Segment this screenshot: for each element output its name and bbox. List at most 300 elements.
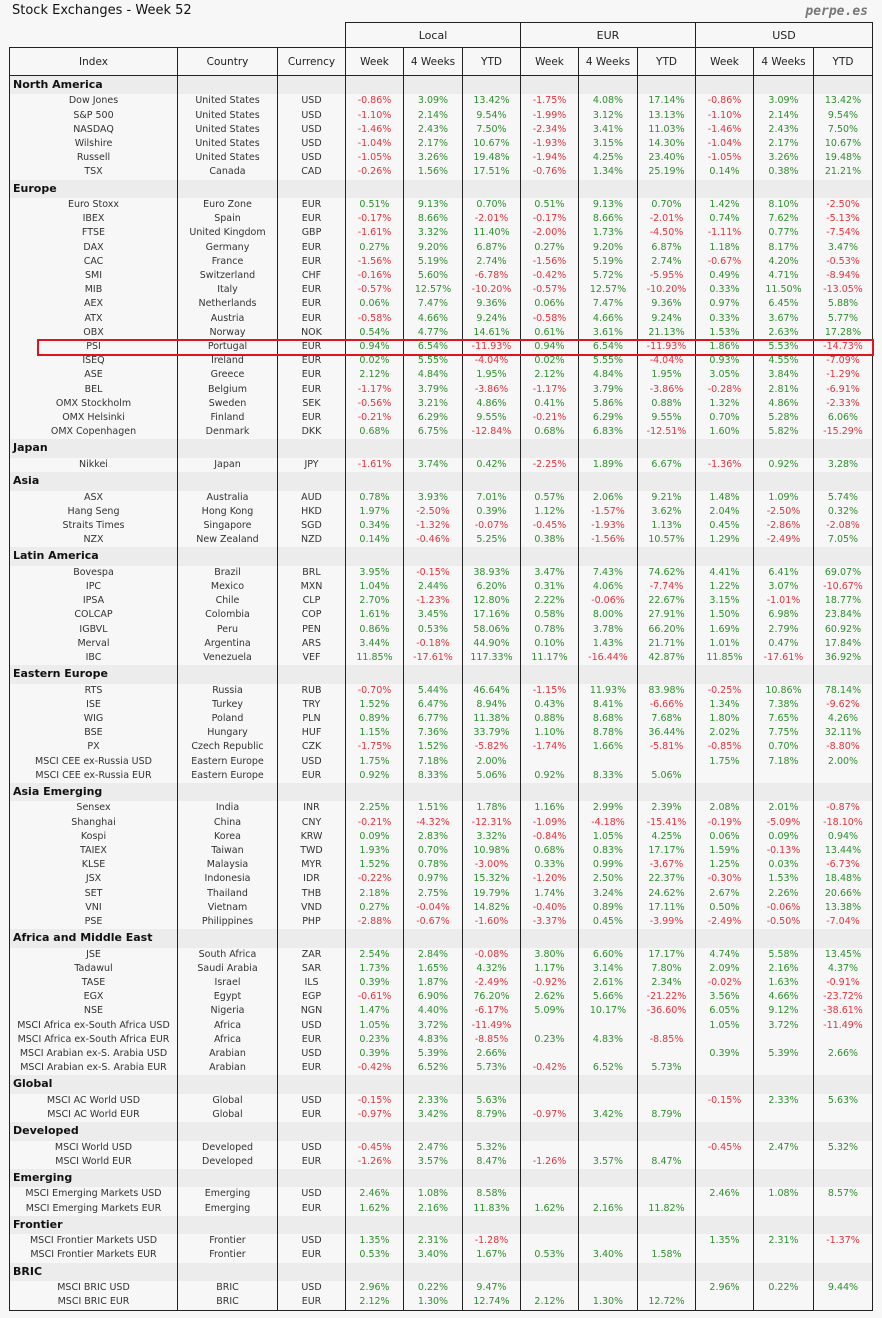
currency-cell: EUR [278, 1108, 346, 1122]
table-row [10, 1281, 873, 1295]
eur-4weeks-cell: 1.89% [579, 458, 638, 472]
index-cell: BSE [10, 726, 178, 740]
index-cell: FTSE [10, 226, 178, 240]
table-row [10, 962, 873, 976]
eur-4weeks-cell: 8.78% [579, 726, 638, 740]
usd-4weeks-cell: 3.72% [754, 1019, 814, 1033]
currency-cell: MYR [278, 858, 346, 872]
usd-ytd-cell: 5.77% [814, 312, 873, 326]
eur-ytd-cell: 5.06% [638, 769, 696, 783]
eur-week-cell [521, 1094, 579, 1108]
table-row [10, 1094, 873, 1108]
usd-week-cell [696, 1295, 754, 1310]
usd-week-cell: 1.18% [696, 241, 754, 255]
usd-week-cell: 1.86% [696, 340, 754, 354]
usd-4weeks-cell: -0.06% [754, 901, 814, 915]
usd-ytd-cell: 6.06% [814, 411, 873, 425]
eur-ytd-cell: 27.91% [638, 608, 696, 622]
section-empty-cell [346, 180, 404, 198]
table-row [10, 726, 873, 740]
country-cell: United States [178, 109, 278, 123]
eur-4weeks-cell: 9.20% [579, 241, 638, 255]
local-week-cell: 2.18% [346, 887, 404, 901]
table-row [10, 608, 873, 622]
table-row [10, 740, 873, 754]
section-empty-cell [579, 1075, 638, 1093]
currency-cell: SGD [278, 519, 346, 533]
usd-4weeks-cell: -5.09% [754, 816, 814, 830]
currency-cell: SEK [278, 397, 346, 411]
table-row [10, 915, 873, 929]
local-ytd-cell: 11.40% [463, 226, 521, 240]
index-cell: Sensex [10, 801, 178, 815]
usd-4weeks-cell: 2.81% [754, 383, 814, 397]
usd-week-cell: 2.96% [696, 1281, 754, 1295]
section-empty-cell [346, 1075, 404, 1093]
section-empty-cell [404, 1169, 463, 1187]
usd-ytd-cell: -14.73% [814, 340, 873, 354]
eur-week-cell: 2.62% [521, 990, 579, 1004]
index-cell: MSCI AC World EUR [10, 1108, 178, 1122]
section-row [10, 547, 873, 565]
section-empty-cell [638, 472, 696, 490]
usd-4weeks-cell: -17.61% [754, 651, 814, 665]
section-empty-cell [178, 439, 278, 457]
local-4weeks-cell: 1.52% [404, 740, 463, 754]
usd-ytd-cell: 10.67% [814, 137, 873, 151]
section-empty-cell [638, 1263, 696, 1281]
country-cell: Belgium [178, 383, 278, 397]
local-week-cell: 2.96% [346, 1281, 404, 1295]
section-empty-cell [579, 472, 638, 490]
usd-week-cell [696, 1108, 754, 1122]
usd-4weeks-cell [754, 1295, 814, 1310]
eur-week-cell: 0.61% [521, 326, 579, 340]
eur-4weeks-cell: 3.57% [579, 1155, 638, 1169]
section-empty-cell [346, 547, 404, 565]
currency-cell: USD [278, 1187, 346, 1201]
section-empty-cell [814, 929, 873, 947]
section-empty-cell [346, 1169, 404, 1187]
eur-week-cell: -0.17% [521, 212, 579, 226]
country-cell: Developed [178, 1141, 278, 1155]
local-week-cell: 2.46% [346, 1187, 404, 1201]
index-cell: NASDAQ [10, 123, 178, 137]
usd-week-cell: 3.15% [696, 594, 754, 608]
currency-cell: EGP [278, 990, 346, 1004]
eur-4weeks-cell: 5.72% [579, 269, 638, 283]
country-cell: Argentina [178, 637, 278, 651]
eur-4weeks-cell: -0.06% [579, 594, 638, 608]
section-empty-cell [579, 1122, 638, 1140]
usd-4weeks-cell: 0.09% [754, 830, 814, 844]
section-empty-cell [579, 1263, 638, 1281]
index-cell: MSCI AC World USD [10, 1094, 178, 1108]
section-empty-cell [814, 1263, 873, 1281]
eur-ytd-cell: 0.88% [638, 397, 696, 411]
currency-cell: CLP [278, 594, 346, 608]
section-empty-cell [278, 547, 346, 565]
table-row [10, 397, 873, 411]
section-empty-cell [579, 665, 638, 683]
local-4weeks-cell: 5.44% [404, 684, 463, 698]
eur-4weeks-cell: 2.99% [579, 801, 638, 815]
country-cell: Thailand [178, 887, 278, 901]
currency-cell: AUD [278, 491, 346, 505]
index-cell: IPSA [10, 594, 178, 608]
section-row [10, 783, 873, 801]
usd-week-cell: -1.36% [696, 458, 754, 472]
usd-ytd-cell: -11.49% [814, 1019, 873, 1033]
section-empty-cell [404, 76, 463, 95]
table-row [10, 1141, 873, 1155]
eur-4weeks-cell: 1.43% [579, 637, 638, 651]
index-cell: JSX [10, 872, 178, 886]
currency-cell: CZK [278, 740, 346, 754]
country-cell: Hong Kong [178, 505, 278, 519]
country-cell: France [178, 255, 278, 269]
local-4weeks-cell: 1.65% [404, 962, 463, 976]
usd-ytd-cell: 36.92% [814, 651, 873, 665]
section-empty-cell [638, 1169, 696, 1187]
page-title: Stock Exchanges - Week 52 [12, 3, 192, 18]
usd-4weeks-cell: 0.77% [754, 226, 814, 240]
eur-4weeks-cell: 6.60% [579, 948, 638, 962]
local-4weeks-cell: 2.47% [404, 1141, 463, 1155]
table-row [10, 844, 873, 858]
eur-4weeks-cell: 7.43% [579, 566, 638, 580]
usd-week-cell: 0.49% [696, 269, 754, 283]
usd-ytd-cell: -2.33% [814, 397, 873, 411]
local-ytd-cell: 33.79% [463, 726, 521, 740]
usd-ytd-cell: 7.50% [814, 123, 873, 137]
local-week-cell: 2.70% [346, 594, 404, 608]
country-cell: Canada [178, 165, 278, 179]
usd-week-cell: 3.05% [696, 368, 754, 382]
usd-ytd-cell: 5.88% [814, 297, 873, 311]
column-header-country: Country [178, 48, 278, 76]
section-empty-cell [178, 1122, 278, 1140]
country-cell: Taiwan [178, 844, 278, 858]
usd-ytd-cell: -13.05% [814, 283, 873, 297]
local-ytd-cell: 38.93% [463, 566, 521, 580]
local-week-cell: 0.27% [346, 901, 404, 915]
usd-4weeks-cell: 7.62% [754, 212, 814, 226]
section-empty-cell [579, 180, 638, 198]
eur-4weeks-cell: 5.86% [579, 397, 638, 411]
section-empty-cell [696, 929, 754, 947]
section-empty-cell [754, 1122, 814, 1140]
eur-4weeks-cell: -1.93% [579, 519, 638, 533]
eur-4weeks-cell: 8.33% [579, 769, 638, 783]
index-cell: Russell [10, 151, 178, 165]
country-cell: Euro Zone [178, 198, 278, 212]
country-cell: New Zealand [178, 533, 278, 547]
table-row [10, 858, 873, 872]
eur-4weeks-cell: 5.19% [579, 255, 638, 269]
local-ytd-cell: 44.90% [463, 637, 521, 651]
currency-cell: GBP [278, 226, 346, 240]
usd-4weeks-cell: 3.84% [754, 368, 814, 382]
section-empty-cell [463, 76, 521, 95]
eur-week-cell: 0.92% [521, 769, 579, 783]
usd-week-cell: 0.33% [696, 283, 754, 297]
eur-ytd-cell: 12.72% [638, 1295, 696, 1310]
country-cell: United States [178, 137, 278, 151]
section-empty-cell [404, 929, 463, 947]
currency-cell: USD [278, 137, 346, 151]
stock-exchanges-table [9, 22, 873, 1311]
eur-ytd-cell: 4.25% [638, 830, 696, 844]
usd-4weeks-cell: 11.50% [754, 283, 814, 297]
index-cell: MSCI BRIC USD [10, 1281, 178, 1295]
local-week-cell: -1.75% [346, 740, 404, 754]
eur-week-cell: -0.97% [521, 1108, 579, 1122]
eur-week-cell: -0.40% [521, 901, 579, 915]
local-4weeks-cell: -1.23% [404, 594, 463, 608]
section-empty-cell [346, 665, 404, 683]
currency-cell: EUR [278, 354, 346, 368]
eur-ytd-cell: 5.73% [638, 1061, 696, 1075]
local-4weeks-cell: 0.22% [404, 1281, 463, 1295]
section-empty-cell [696, 783, 754, 801]
usd-4weeks-cell: 2.01% [754, 801, 814, 815]
usd-ytd-cell: -7.09% [814, 354, 873, 368]
local-ytd-cell: -0.08% [463, 948, 521, 962]
usd-week-cell: 1.29% [696, 533, 754, 547]
table-row [10, 165, 873, 179]
eur-ytd-cell [638, 1141, 696, 1155]
local-4weeks-cell: 12.57% [404, 283, 463, 297]
local-week-cell: -1.46% [346, 123, 404, 137]
section-title: Eastern Europe [10, 665, 178, 683]
usd-ytd-cell: 18.77% [814, 594, 873, 608]
usd-week-cell: 0.06% [696, 830, 754, 844]
eur-ytd-cell: 8.79% [638, 1108, 696, 1122]
section-empty-cell [814, 1075, 873, 1093]
usd-week-cell: 1.53% [696, 326, 754, 340]
local-4weeks-cell: 0.78% [404, 858, 463, 872]
usd-4weeks-cell: 2.17% [754, 137, 814, 151]
local-4weeks-cell: -0.04% [404, 901, 463, 915]
local-week-cell: 1.05% [346, 1019, 404, 1033]
section-empty-cell [278, 180, 346, 198]
local-ytd-cell: -8.85% [463, 1033, 521, 1047]
local-ytd-cell: 4.32% [463, 962, 521, 976]
local-ytd-cell: 117.33% [463, 651, 521, 665]
usd-week-cell: 2.09% [696, 962, 754, 976]
local-4weeks-cell: 2.44% [404, 580, 463, 594]
table-row [10, 505, 873, 519]
section-empty-cell [814, 1169, 873, 1187]
local-ytd-cell: -2.01% [463, 212, 521, 226]
usd-4weeks-cell [754, 1033, 814, 1047]
usd-week-cell: 2.67% [696, 887, 754, 901]
currency-cell: HKD [278, 505, 346, 519]
local-week-cell: -0.22% [346, 872, 404, 886]
local-ytd-cell: -5.82% [463, 740, 521, 754]
table-row [10, 340, 873, 354]
currency-cell: TWD [278, 844, 346, 858]
currency-cell: VEF [278, 651, 346, 665]
country-cell: BRIC [178, 1295, 278, 1310]
eur-week-cell: 3.47% [521, 566, 579, 580]
local-4weeks-cell: 0.70% [404, 844, 463, 858]
usd-ytd-cell: 19.48% [814, 151, 873, 165]
table-row [10, 94, 873, 108]
usd-week-cell: -0.19% [696, 816, 754, 830]
eur-4weeks-cell [579, 1281, 638, 1295]
currency-cell: EUR [278, 1033, 346, 1047]
section-empty-cell [521, 1216, 579, 1234]
usd-ytd-cell: 18.48% [814, 872, 873, 886]
table-row [10, 425, 873, 439]
local-4weeks-cell: 2.17% [404, 137, 463, 151]
local-ytd-cell: 9.54% [463, 109, 521, 123]
usd-ytd-cell: 13.42% [814, 94, 873, 108]
usd-4weeks-cell: 4.55% [754, 354, 814, 368]
usd-4weeks-cell: 5.28% [754, 411, 814, 425]
local-4weeks-cell: 3.32% [404, 226, 463, 240]
local-week-cell: 0.02% [346, 354, 404, 368]
section-empty-cell [754, 1075, 814, 1093]
local-week-cell: 3.95% [346, 566, 404, 580]
currency-cell: EUR [278, 255, 346, 269]
table-row [10, 1234, 873, 1248]
local-ytd-cell: 5.63% [463, 1094, 521, 1108]
local-4weeks-cell: 3.26% [404, 151, 463, 165]
usd-ytd-cell: 21.21% [814, 165, 873, 179]
eur-ytd-cell: 3.62% [638, 505, 696, 519]
eur-ytd-cell [638, 1281, 696, 1295]
local-week-cell: -1.61% [346, 458, 404, 472]
eur-4weeks-cell: 5.55% [579, 354, 638, 368]
section-empty-cell [404, 665, 463, 683]
section-empty-cell [638, 665, 696, 683]
currency-cell: NZD [278, 533, 346, 547]
local-week-cell: 0.53% [346, 1248, 404, 1262]
local-ytd-cell: 11.83% [463, 1202, 521, 1216]
country-cell: Denmark [178, 425, 278, 439]
section-empty-cell [346, 1263, 404, 1281]
section-row [10, 1263, 873, 1281]
section-empty-cell [404, 783, 463, 801]
currency-cell: NOK [278, 326, 346, 340]
local-ytd-cell: -12.31% [463, 816, 521, 830]
eur-week-cell: 0.02% [521, 354, 579, 368]
eur-4weeks-cell: 0.89% [579, 901, 638, 915]
local-ytd-cell: -3.00% [463, 858, 521, 872]
local-week-cell: 1.73% [346, 962, 404, 976]
eur-4weeks-cell: 4.25% [579, 151, 638, 165]
local-ytd-cell: 5.32% [463, 1141, 521, 1155]
usd-4weeks-cell: 5.82% [754, 425, 814, 439]
usd-ytd-cell [814, 1033, 873, 1047]
section-empty-cell [696, 180, 754, 198]
column-header-week: Week [346, 48, 404, 76]
eur-4weeks-cell: 3.78% [579, 623, 638, 637]
eur-week-cell: -1.15% [521, 684, 579, 698]
eur-4weeks-cell [579, 1094, 638, 1108]
table-row [10, 368, 873, 382]
eur-ytd-cell: 9.21% [638, 491, 696, 505]
eur-week-cell: 1.10% [521, 726, 579, 740]
local-4weeks-cell: 6.77% [404, 712, 463, 726]
usd-week-cell: 1.22% [696, 580, 754, 594]
currency-cell: EUR [278, 212, 346, 226]
section-empty-cell [178, 783, 278, 801]
section-empty-cell [638, 929, 696, 947]
currency-cell: ILS [278, 976, 346, 990]
local-ytd-cell: -6.78% [463, 269, 521, 283]
eur-week-cell: 0.27% [521, 241, 579, 255]
table-row [10, 698, 873, 712]
local-ytd-cell: -3.86% [463, 383, 521, 397]
local-week-cell: -1.05% [346, 151, 404, 165]
table-row [10, 226, 873, 240]
index-cell: JSE [10, 948, 178, 962]
table-row [10, 151, 873, 165]
section-empty-cell [346, 929, 404, 947]
eur-week-cell: 1.62% [521, 1202, 579, 1216]
section-row [10, 180, 873, 198]
local-ytd-cell: 3.32% [463, 830, 521, 844]
usd-week-cell: -0.15% [696, 1094, 754, 1108]
section-empty-cell [178, 665, 278, 683]
section-empty-cell [278, 929, 346, 947]
local-ytd-cell: 10.67% [463, 137, 521, 151]
local-ytd-cell: 17.16% [463, 608, 521, 622]
eur-ytd-cell [638, 1047, 696, 1061]
local-ytd-cell: 8.47% [463, 1155, 521, 1169]
eur-ytd-cell: 14.30% [638, 137, 696, 151]
local-week-cell: -1.10% [346, 109, 404, 123]
eur-ytd-cell: -2.01% [638, 212, 696, 226]
section-empty-cell [754, 547, 814, 565]
country-cell: Eastern Europe [178, 769, 278, 783]
eur-week-cell: 0.06% [521, 297, 579, 311]
local-ytd-cell: 9.24% [463, 312, 521, 326]
section-empty-cell [579, 1169, 638, 1187]
country-cell: United States [178, 123, 278, 137]
local-4weeks-cell: 6.47% [404, 698, 463, 712]
local-ytd-cell: 8.58% [463, 1187, 521, 1201]
table-row [10, 1155, 873, 1169]
local-4weeks-cell: 0.53% [404, 623, 463, 637]
eur-ytd-cell [638, 755, 696, 769]
local-week-cell: 0.14% [346, 533, 404, 547]
usd-4weeks-cell: 7.38% [754, 698, 814, 712]
index-cell: MSCI CEE ex-Russia USD [10, 755, 178, 769]
eur-4weeks-cell: 4.06% [579, 580, 638, 594]
column-header-week: Week [521, 48, 579, 76]
local-ytd-cell: 46.64% [463, 684, 521, 698]
eur-week-cell: -1.09% [521, 816, 579, 830]
eur-week-cell: 0.88% [521, 712, 579, 726]
local-ytd-cell: -12.84% [463, 425, 521, 439]
local-ytd-cell: 6.20% [463, 580, 521, 594]
index-cell: MSCI BRIC EUR [10, 1295, 178, 1310]
index-cell: ATX [10, 312, 178, 326]
local-4weeks-cell: 8.33% [404, 769, 463, 783]
table-row [10, 887, 873, 901]
eur-ytd-cell: -11.93% [638, 340, 696, 354]
usd-week-cell: 1.25% [696, 858, 754, 872]
eur-week-cell: 0.41% [521, 397, 579, 411]
index-cell: MSCI Emerging Markets USD [10, 1187, 178, 1201]
eur-week-cell: -1.20% [521, 872, 579, 886]
local-4weeks-cell: 3.09% [404, 94, 463, 108]
